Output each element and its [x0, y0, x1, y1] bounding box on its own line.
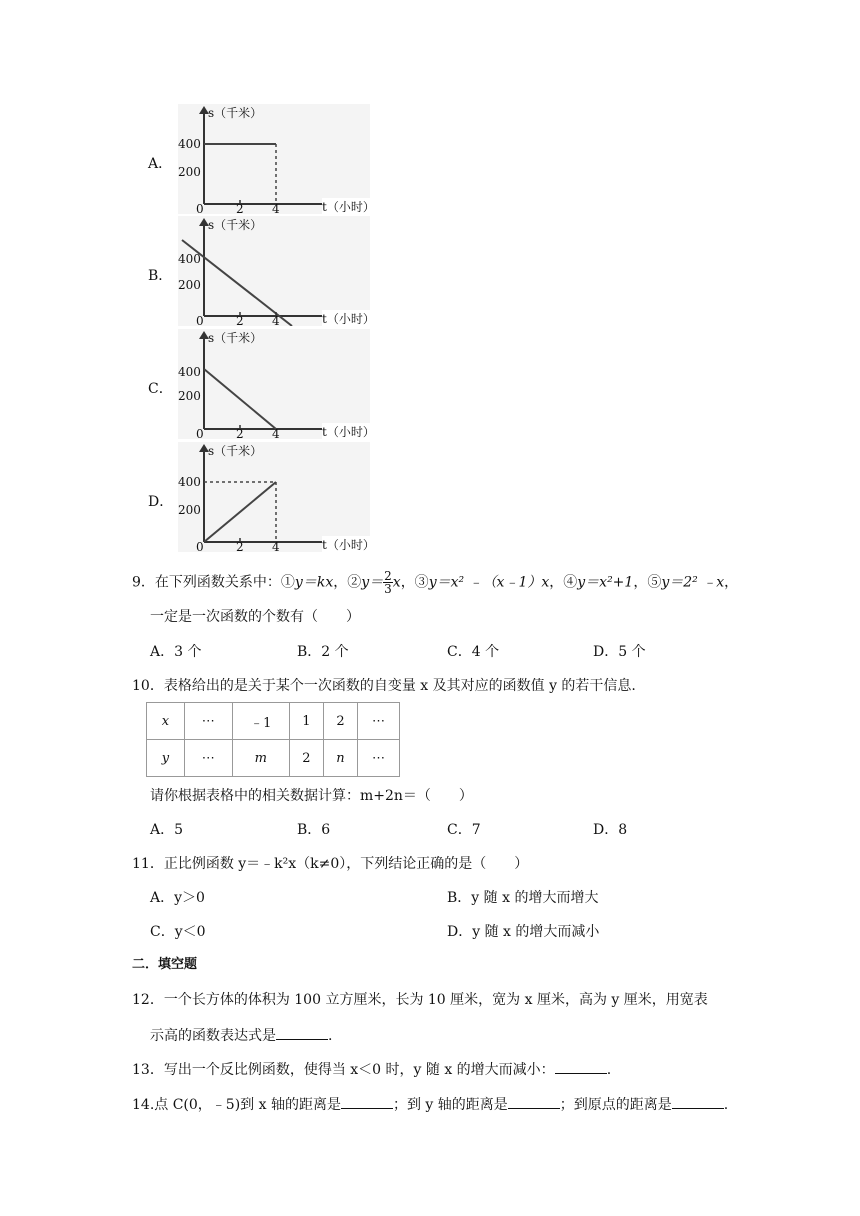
question-9-option-b[interactable]: B．2 个: [297, 644, 349, 660]
question-14-blank-x-axis[interactable]: [341, 1094, 393, 1109]
graph-d-tick-4: 4: [272, 540, 280, 554]
question-14-blank-y-axis[interactable]: [508, 1094, 560, 1109]
question-11-number: 11．: [132, 856, 164, 872]
table-cell: ⋯: [184, 740, 232, 777]
question-13-number: 13．: [132, 1062, 164, 1078]
graph-c-tick-4: 4: [272, 427, 280, 441]
table-cell: ⋯: [184, 703, 232, 740]
question-14: 14.点 C(0，﹣5)到 x 轴的距离是 ；到 y 轴的距离是 ；到原点的距离是 .: [132, 1094, 728, 1115]
question-10-ask: 请你根据表格中的相关数据计算：m+2n＝（ ）: [150, 788, 473, 804]
graph-d-origin: 0: [196, 540, 204, 554]
question-10-number: 10．: [132, 678, 164, 694]
question-12-stem: 12．一个长方体的体积为 100 立方厘米，长为 10 厘米，宽为 x 厘米，高为 y 厘米，用宽表: [132, 992, 708, 1008]
graph-c-x-label: t（小时）: [322, 425, 375, 439]
question-9-option-a[interactable]: A．3 个: [150, 644, 202, 660]
question-13-answer-blank[interactable]: [555, 1059, 607, 1074]
section-heading-fill-in: 二．填空题: [132, 957, 198, 972]
graph-d: [178, 442, 375, 554]
graph-a-tick-2: 2: [236, 202, 244, 216]
graph-c-y-label: s（千米）: [208, 331, 263, 345]
question-10-stem: 10．表格给出的是关于某个一次函数的自变量 x 及其对应的函数值 y 的若干信息.: [132, 678, 636, 694]
graph-c: [178, 329, 375, 441]
question-10-option-c[interactable]: C．7: [447, 822, 481, 838]
question-14-blank-origin[interactable]: [672, 1094, 724, 1109]
question-9-stem: 9．在下列函数关系中：①y＝kx，②y＝ $\frac{2}{3}$ x，③y＝x² ﹣（x﹣1）x，④y＝x²+1，⑤y＝2² ﹣x，: [132, 569, 739, 596]
question-9-option-d[interactable]: D．5 个: [593, 644, 646, 660]
question-11-option-c[interactable]: C．y＜0: [150, 924, 206, 940]
question-10-option-a[interactable]: A．5: [150, 822, 184, 838]
table-cell: ﹣1: [232, 703, 289, 740]
question-11-option-b[interactable]: B．y 随 x 的增大而增大: [447, 890, 599, 906]
question-11-stem: 11．正比例函数 y＝﹣k²x（k≠0），下列结论正确的是（ ）: [132, 856, 529, 872]
question-14-number: 14.: [132, 1097, 155, 1113]
graph-d-y-label: s（千米）: [208, 444, 263, 458]
value-table: [146, 702, 400, 777]
graph-a-tick-200: 200: [178, 165, 201, 179]
graph-d-tick-200: 200: [178, 503, 201, 517]
graph-c-tick-2: 2: [236, 427, 244, 441]
graph-b-tick-400: 400: [178, 252, 201, 266]
table-cell: ⋯: [358, 703, 400, 740]
graph-b-tick-2: 2: [236, 314, 244, 328]
question-12-number: 12．: [132, 992, 164, 1008]
table-cell: x: [161, 713, 170, 729]
option-a-label: A．: [148, 156, 173, 172]
table-cell: 2: [289, 740, 323, 777]
graph-a: [178, 104, 375, 216]
graph-b-origin: 0: [196, 314, 204, 328]
graph-a-origin: 0: [196, 202, 204, 216]
table-cell: 2: [323, 703, 357, 740]
table-cell: y: [161, 750, 170, 766]
graph-b-tick-4: 4: [272, 314, 280, 328]
option-c-label: C．: [148, 381, 173, 397]
question-11-option-d[interactable]: D．y 随 x 的增大而减小: [447, 924, 600, 940]
table-row: [147, 703, 400, 740]
graph-d-x-label: t（小时）: [322, 538, 375, 552]
question-11-option-a[interactable]: A．y＞0: [150, 890, 205, 906]
graph-c-line: [204, 369, 276, 429]
graph-c-tick-200: 200: [178, 389, 201, 403]
option-d-label: D．: [148, 494, 174, 510]
graph-c-tick-400: 400: [178, 365, 201, 379]
graph-b-y-label: s（千米）: [208, 218, 263, 232]
graph-d-tick-2: 2: [236, 540, 244, 554]
table-row: [147, 740, 400, 777]
graph-c-origin: 0: [196, 427, 204, 441]
question-9-ask: 一定是一次函数的个数有（ ）: [150, 609, 360, 625]
table-cell: m: [254, 750, 267, 766]
graph-a-tick-4: 4: [272, 202, 280, 216]
question-13: 13．写出一个反比例函数，使得当 x＜0 时，y 随 x 的增大而减小： .: [132, 1059, 611, 1080]
graph-d-tick-400: 400: [178, 475, 201, 489]
question-9-number: 9．: [132, 574, 155, 591]
question-10-option-d[interactable]: D．8: [593, 822, 628, 838]
graph-b-x-label: t（小时）: [322, 312, 375, 326]
option-b-label: B．: [148, 268, 173, 284]
table-cell: ⋯: [358, 740, 400, 777]
question-10-option-b[interactable]: B．6: [297, 822, 331, 838]
graph-a-tick-400: 400: [178, 137, 201, 151]
question-9-option-c[interactable]: C．4 个: [447, 644, 500, 660]
graph-d-line: [204, 482, 276, 542]
question-12-answer-blank[interactable]: [276, 1025, 328, 1040]
fraction-two-thirds: $\frac{2}{3}$: [384, 569, 392, 596]
table-cell: n: [336, 750, 345, 766]
graph-a-y-label: s（千米）: [208, 106, 263, 120]
graph-b: [178, 216, 375, 328]
graph-b-tick-200: 200: [178, 278, 201, 292]
table-cell: 1: [289, 703, 323, 740]
graph-a-x-label: t（小时）: [322, 200, 375, 214]
question-12-stem-cont: 示高的函数表达式是 .: [150, 1025, 332, 1046]
